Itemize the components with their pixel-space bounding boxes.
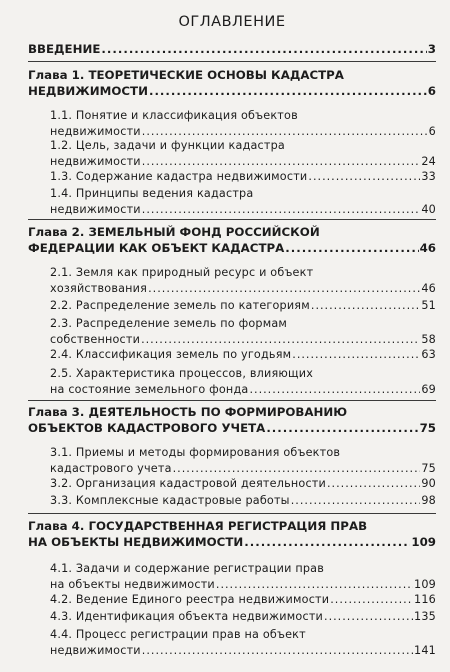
dot-leader <box>142 154 421 170</box>
toc-section-page: 98 <box>421 494 436 507</box>
toc-chapter-2[interactable] <box>28 225 436 256</box>
dot-leader <box>142 124 428 140</box>
dot-leader <box>330 592 413 608</box>
divider <box>28 513 436 514</box>
divider <box>28 61 436 62</box>
toc-section-1-1[interactable] <box>50 108 436 139</box>
toc-entry-intro[interactable] <box>28 42 436 58</box>
toc-section-title-cont: собственности <box>50 332 141 346</box>
dot-leader <box>142 202 421 218</box>
toc-chapter-title-cont: ФЕДЕРАЦИИ КАК ОБЪЕКТ КАДАСТРА <box>28 240 285 255</box>
dot-leader <box>149 84 427 100</box>
toc-section-title: 3.1. Приемы и методы формирования объектов <box>50 446 341 459</box>
toc-section-4-3[interactable] <box>50 609 436 625</box>
toc-section-title: 2.5. Характеристика процессов, влияющих <box>50 367 314 380</box>
toc-section-title: 3.2. Организация кадастровой деятельности <box>50 477 326 490</box>
toc-section-title: 4.4. Процесс регистрации прав на объект <box>50 628 306 641</box>
dot-leader <box>266 421 418 437</box>
toc-section-page: 116 <box>414 593 436 606</box>
dot-leader <box>244 535 410 551</box>
dot-leader <box>141 332 420 348</box>
toc-section-page: 33 <box>421 170 436 183</box>
toc-section-2-1[interactable] <box>50 265 436 296</box>
dot-leader <box>324 609 413 625</box>
toc-section-page: 75 <box>421 461 436 475</box>
toc-section-title: 1.1. Понятие и классификация объектов <box>50 109 298 122</box>
toc-section-4-2[interactable] <box>50 592 436 608</box>
toc-section-page: 24 <box>421 154 436 168</box>
toc-section-3-2[interactable] <box>50 476 436 492</box>
dot-leader <box>311 298 420 314</box>
toc-section-4-1[interactable] <box>50 561 436 592</box>
toc-section-4-4[interactable] <box>50 627 436 658</box>
toc-section-3-1[interactable] <box>50 445 436 476</box>
dot-leader <box>285 241 418 257</box>
toc-entry-label: ВВЕДЕНИЕ <box>28 42 101 56</box>
toc-chapter-title-cont: НА ОБЪЕКТЫ НЕДВИЖИМОСТИ <box>28 534 244 549</box>
toc-section-page: 135 <box>414 610 436 623</box>
dot-leader <box>216 577 413 593</box>
toc-section-title-cont: на объекты недвижимости <box>50 577 215 591</box>
toc-section-page: 6 <box>428 124 436 138</box>
toc-section-title-cont: кадастрового учета <box>50 461 172 475</box>
toc-chapter-4[interactable] <box>28 519 436 550</box>
toc-section-title-cont: недвижимости <box>50 643 141 657</box>
dot-leader <box>327 476 420 492</box>
toc-section-title-cont: недвижимости <box>50 202 141 216</box>
toc-section-page: 90 <box>421 477 436 490</box>
toc-section-title: 4.1. Задачи и содержание регистрации прав <box>50 562 324 575</box>
toc-section-title: 1.2. Цель, задачи и функции кадастра <box>50 139 285 152</box>
toc-section-2-4[interactable] <box>50 347 436 363</box>
toc-chapter-3[interactable] <box>28 405 436 436</box>
divider <box>28 400 436 401</box>
toc-section-title: 1.4. Принципы ведения кадастра <box>50 187 254 200</box>
toc-chapter-page: 46 <box>419 240 436 255</box>
toc-section-title: 2.4. Классификация земель по угодьям <box>50 348 292 361</box>
dot-leader <box>308 169 420 185</box>
toc-section-page: 109 <box>414 577 436 591</box>
toc-chapter-title: Глава 1. ТЕОРЕТИЧЕСКИЕ ОСНОВЫ КАДАСТРА <box>28 68 344 82</box>
toc-page <box>28 0 436 672</box>
toc-section-1-2[interactable] <box>50 138 436 169</box>
toc-section-1-4[interactable] <box>50 186 436 217</box>
toc-section-2-5[interactable] <box>50 366 436 397</box>
toc-section-title-cont: на состояние земельного фонда <box>50 382 249 396</box>
toc-section-title: 2.2. Распределение земель по категориям <box>50 299 310 312</box>
toc-chapter-title: Глава 3. ДЕЯТЕЛЬНОСТЬ ПО ФОРМИРОВАНИЮ <box>28 405 348 419</box>
dot-leader <box>101 42 426 58</box>
toc-chapter-page: 109 <box>411 534 436 549</box>
toc-section-title: 4.2. Ведение Единого реестра недвижимости <box>50 593 330 606</box>
toc-section-title: 2.1. Земля как природный ресурс и объект <box>50 266 314 279</box>
toc-section-page: 40 <box>421 202 436 216</box>
page-title: ОГЛАВЛЕНИЕ <box>178 14 286 30</box>
dot-leader <box>292 347 420 363</box>
toc-section-title: 3.3. Комплексные кадастровые работы <box>50 494 290 507</box>
toc-section-title-cont: недвижимости <box>50 124 141 138</box>
toc-section-page: 58 <box>421 332 436 346</box>
dot-leader <box>291 493 421 509</box>
toc-section-title: 1.3. Содержание кадастра недвижимости <box>50 170 308 183</box>
toc-chapter-title-cont: НЕДВИЖИМОСТИ <box>28 83 148 98</box>
toc-section-2-3[interactable] <box>50 316 436 347</box>
toc-section-title-cont: хозяйствования <box>50 281 148 295</box>
toc-section-title: 2.3. Распределение земель по формам <box>50 317 288 330</box>
toc-entry-page: 3 <box>427 42 436 56</box>
toc-section-page: 63 <box>421 348 436 361</box>
toc-chapter-title-cont: ОБЪЕКТОВ КАДАСТРОВОГО УЧЕТА <box>28 420 266 435</box>
toc-section-3-3[interactable] <box>50 493 436 509</box>
toc-chapter-1[interactable] <box>28 68 436 99</box>
toc-section-title: 4.3. Идентификация объекта недвижимости <box>50 610 324 623</box>
toc-chapter-page: 75 <box>419 420 436 435</box>
dot-leader <box>173 461 421 477</box>
toc-section-page: 46 <box>421 281 436 295</box>
toc-section-title-cont: недвижимости <box>50 154 141 168</box>
divider <box>28 219 436 220</box>
toc-section-page: 141 <box>414 643 436 657</box>
toc-section-page: 69 <box>421 382 436 396</box>
dot-leader <box>249 382 420 398</box>
toc-section-1-3[interactable] <box>50 169 436 185</box>
dot-leader <box>142 643 413 659</box>
toc-chapter-title: Глава 2. ЗЕМЕЛЬНЫЙ ФОНД РОССИЙСКОЙ <box>28 225 320 239</box>
toc-chapter-page: 6 <box>427 83 436 98</box>
toc-section-page: 51 <box>421 299 436 312</box>
toc-chapter-title: Глава 4. ГОСУДАРСТВЕННАЯ РЕГИСТРАЦИЯ ПРАВ <box>28 519 368 533</box>
dot-leader <box>148 281 420 297</box>
toc-section-2-2[interactable] <box>50 298 436 314</box>
